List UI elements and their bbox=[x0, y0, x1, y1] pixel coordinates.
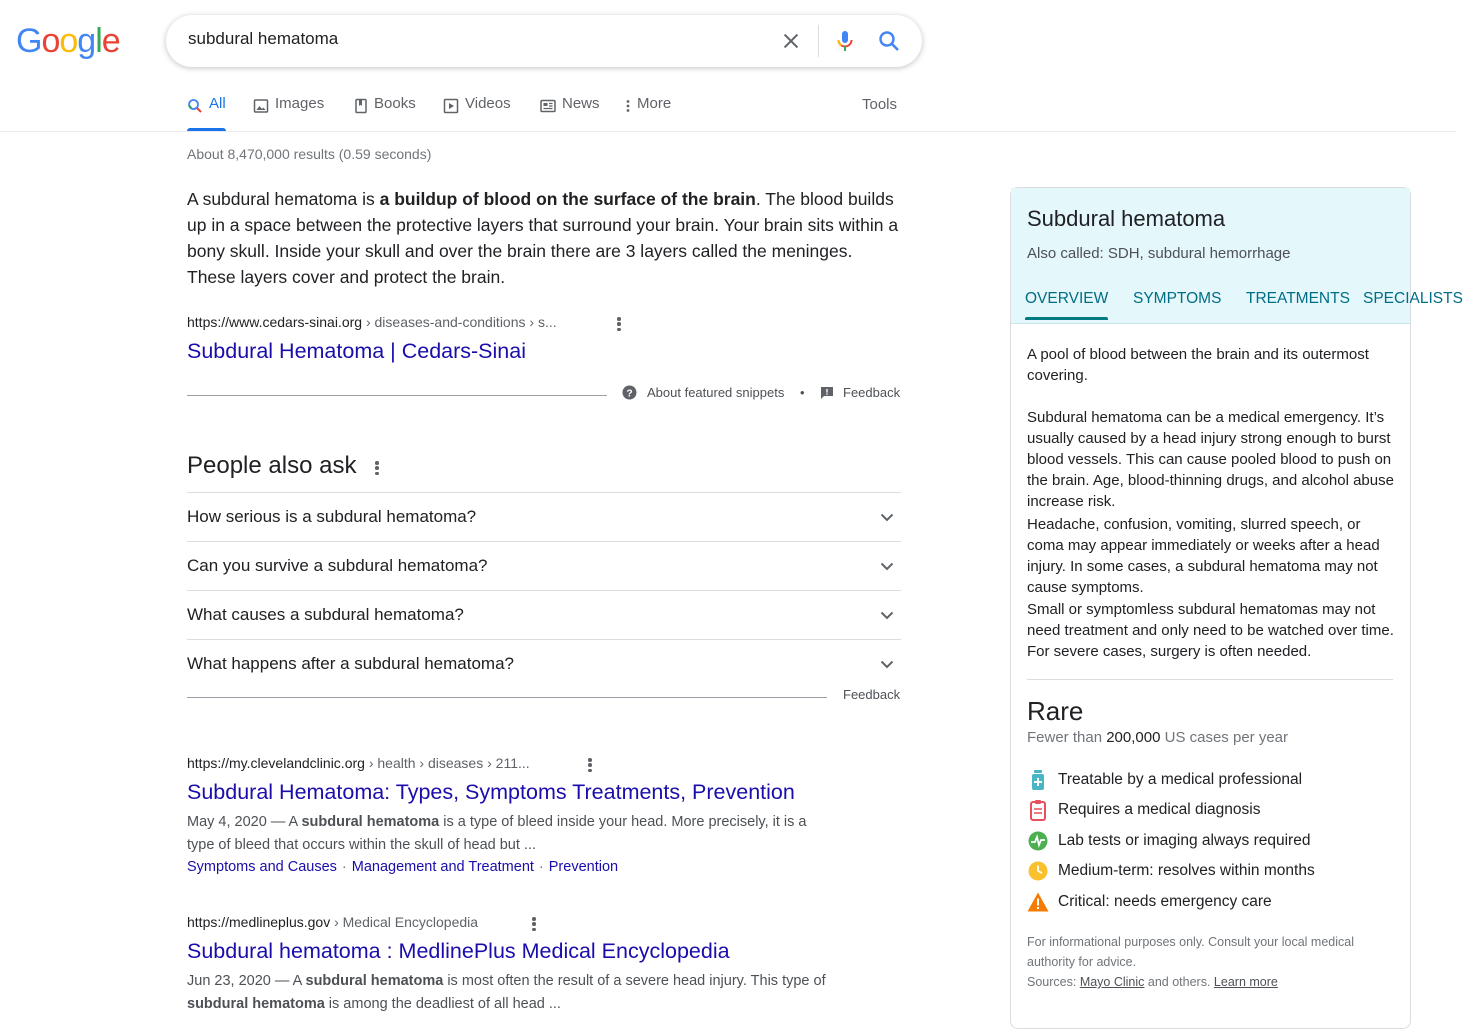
about-label: About featured snippets bbox=[647, 385, 785, 400]
kp-feature bbox=[1027, 829, 1310, 853]
kp-feature bbox=[1027, 859, 1315, 883]
result-snippet bbox=[187, 970, 842, 1016]
pulse-icon bbox=[1027, 830, 1049, 852]
logo-letter: G bbox=[16, 22, 42, 60]
more-options-icon[interactable] bbox=[613, 315, 625, 333]
also-called: Also called: SDH, subdural hemorrhage bbox=[1027, 245, 1291, 262]
more-vertical-icon bbox=[625, 98, 631, 114]
tab-label: All bbox=[209, 95, 226, 112]
paa-question[interactable] bbox=[187, 492, 901, 541]
snippet-highlight: subdural hematoma bbox=[301, 814, 440, 830]
paa-feedback-link[interactable]: Feedback bbox=[843, 687, 901, 702]
snippet-text: is among the deadliest of all head ... bbox=[324, 996, 561, 1012]
search-input[interactable] bbox=[188, 29, 748, 49]
tab-label: Books bbox=[374, 95, 416, 112]
case-count-prefix: Fewer than bbox=[1027, 729, 1107, 746]
snippet-highlight: subdural hematoma bbox=[187, 996, 325, 1012]
warning-icon bbox=[1027, 891, 1049, 913]
case-count bbox=[1027, 729, 1288, 746]
more-options-icon[interactable] bbox=[371, 459, 383, 477]
featured-result-title[interactable]: Subdural Hematoma | Cedars-Sinai bbox=[187, 339, 526, 363]
tab-all[interactable] bbox=[187, 95, 226, 131]
kp-divider bbox=[1027, 679, 1393, 680]
sitelink-separator: · bbox=[341, 859, 347, 875]
feature-label: Treatable by a medical professional bbox=[1058, 771, 1303, 788]
knowledge-panel-title: Subdural hematoma bbox=[1027, 206, 1226, 231]
header-divider bbox=[0, 131, 1456, 132]
case-count-suffix: US cases per year bbox=[1160, 729, 1289, 746]
svg-text:?: ? bbox=[626, 388, 633, 400]
cite-domain: https://www.cedars-sinai.org bbox=[187, 314, 363, 330]
more-options-icon[interactable] bbox=[528, 915, 540, 933]
chevron-down-icon bbox=[879, 509, 895, 530]
snippet-text: . The blood builds up in a space between the protective layers that surround your brain. Your brain sits within a bony skull. Inside your skull and over the brain there are 3 layers called the meninges. These layers cover and protect the brain. bbox=[187, 189, 899, 287]
kp-symptoms-text: Headache, confusion, vomiting, slurred speech, or coma may appear immediately or weeks after a head injury. In some cases, a subdural hematoma may not cause symptoms. bbox=[1027, 516, 1380, 596]
knowledge-panel bbox=[1010, 187, 1463, 1029]
paa-question[interactable] bbox=[187, 590, 901, 639]
case-count-number: 200,000 bbox=[1106, 729, 1161, 746]
logo-letter: l bbox=[95, 22, 102, 60]
kp-description: Subdural hematoma can be a medical emergency. It’s usually caused by a head injury strong enough to burst blood vessels. This can cause pooled blood to push on the brain. Age, blood-thinning drugs, and alcohol abuse increase risk. bbox=[1027, 409, 1394, 510]
result-stats: About 8,470,000 results (0.59 seconds) bbox=[187, 146, 432, 162]
rarity-label: Rare bbox=[1027, 696, 1084, 726]
result-snippet bbox=[187, 811, 837, 857]
kp-feature bbox=[1027, 768, 1302, 792]
snippet-highlight: subdural hematoma bbox=[305, 973, 444, 989]
kp-tab-treatments[interactable]: TREATMENTS bbox=[1246, 290, 1350, 307]
chevron-down-icon bbox=[879, 558, 895, 579]
kp-feature bbox=[1027, 890, 1272, 914]
snippet-text: is most often the result of a severe head injury. This type of bbox=[443, 973, 826, 989]
feature-label: Lab tests or imaging always required bbox=[1058, 832, 1311, 849]
cite-path: › health › diseases › 211... bbox=[364, 755, 530, 771]
tab-images[interactable] bbox=[253, 95, 324, 131]
snippet-highlight: a buildup of blood on the surface of the brain bbox=[379, 189, 756, 209]
paa-question[interactable] bbox=[187, 639, 901, 688]
search-divider bbox=[818, 25, 819, 57]
cite-domain: https://my.clevelandclinic.org bbox=[187, 755, 365, 771]
tab-videos[interactable] bbox=[443, 95, 511, 131]
question-text: What causes a subdural hematoma? bbox=[187, 605, 464, 624]
logo-letter: o bbox=[59, 22, 78, 60]
question-text: Can you survive a subdural hematoma? bbox=[187, 556, 488, 575]
search-box bbox=[166, 15, 922, 67]
sources-text: and others. bbox=[1144, 975, 1214, 989]
chevron-down-icon bbox=[879, 656, 895, 677]
sitelink-separator: · bbox=[538, 859, 544, 875]
tab-label: Images bbox=[275, 95, 325, 112]
medicine-bottle-icon bbox=[1027, 769, 1049, 791]
play-icon bbox=[443, 98, 459, 114]
kp-feature bbox=[1027, 798, 1260, 822]
snippet-divider bbox=[187, 395, 607, 396]
cite-path: › Medical Encyclopedia bbox=[330, 914, 479, 930]
feature-label: Requires a medical diagnosis bbox=[1058, 801, 1261, 818]
news-icon bbox=[540, 98, 556, 114]
tab-more[interactable] bbox=[625, 95, 671, 131]
question-text: How serious is a subdural hematoma? bbox=[187, 507, 477, 526]
featured-snippet-text bbox=[187, 186, 901, 290]
question-text: What happens after a subdural hematoma? bbox=[187, 654, 514, 673]
search-icon bbox=[187, 98, 203, 114]
sitelink[interactable]: Prevention bbox=[548, 859, 619, 875]
more-options-icon[interactable] bbox=[584, 756, 596, 774]
result-title[interactable]: Subdural hematoma : MedlinePlus Medical Encyclopedia bbox=[187, 939, 730, 963]
clipboard-icon bbox=[1027, 799, 1049, 821]
result-cite[interactable] bbox=[187, 755, 530, 771]
learn-more-link[interactable]: Learn more bbox=[1213, 975, 1278, 989]
snippet-text: A subdural hematoma is bbox=[187, 189, 380, 209]
about-featured-snippets-link[interactable] bbox=[622, 385, 784, 400]
result-title[interactable]: Subdural Hematoma: Types, Symptoms Treatments, Prevention bbox=[187, 780, 795, 804]
kp-tab-overview[interactable]: OVERVIEW bbox=[1025, 290, 1109, 307]
source-link[interactable]: Mayo Clinic bbox=[1079, 975, 1145, 989]
kp-tab-symptoms[interactable]: SYMPTOMS bbox=[1133, 290, 1222, 307]
tab-label: More bbox=[637, 95, 672, 112]
tab-news[interactable] bbox=[540, 95, 600, 131]
kp-tab-specialists[interactable]: SPECIALISTS bbox=[1363, 290, 1463, 307]
disclaimer-text: For informational purposes only. Consult your local medical authority for advice. bbox=[1027, 935, 1355, 969]
sources-prefix: Sources: bbox=[1027, 975, 1080, 989]
cite-path: › diseases-and-conditions › s... bbox=[362, 314, 557, 330]
logo-letter: o bbox=[41, 22, 60, 60]
dot-separator: • bbox=[800, 385, 805, 400]
snippet-text: is a type of bleed inside your head. More precisely, it is a type of bleed that occurs within the skull of head but ... bbox=[187, 814, 807, 853]
feedback-icon bbox=[820, 386, 834, 400]
snippet-date: Jun 23, 2020 — A bbox=[187, 973, 306, 989]
feature-label: Medium-term: resolves within months bbox=[1058, 862, 1315, 879]
result-cite[interactable] bbox=[187, 914, 478, 930]
tab-label: News bbox=[562, 95, 600, 112]
sources-line bbox=[1027, 972, 1397, 992]
book-icon bbox=[354, 98, 368, 114]
help-icon bbox=[622, 385, 637, 400]
logo-letter: e bbox=[101, 22, 120, 60]
google-logo[interactable] bbox=[16, 22, 120, 61]
feedback-label: Feedback bbox=[843, 385, 901, 400]
sitelink[interactable]: Management and Treatment bbox=[351, 859, 534, 875]
people-also-ask-title: People also ask bbox=[187, 452, 357, 479]
feature-label: Critical: needs emergency care bbox=[1058, 893, 1272, 910]
search-icon[interactable] bbox=[876, 28, 902, 54]
chevron-down-icon bbox=[879, 607, 895, 628]
microphone-icon[interactable] bbox=[832, 28, 858, 54]
close-icon[interactable] bbox=[778, 28, 804, 54]
sitelink[interactable]: Symptoms and Causes bbox=[187, 859, 337, 875]
tools-button[interactable]: Tools bbox=[862, 96, 898, 113]
logo-letter: g bbox=[77, 22, 96, 60]
sitelinks bbox=[187, 859, 618, 875]
featured-cite[interactable] bbox=[187, 314, 557, 330]
kp-disclaimer bbox=[1027, 932, 1397, 992]
tab-label: Videos bbox=[465, 95, 511, 112]
cite-domain: https://medlineplus.gov bbox=[187, 914, 331, 930]
snippet-date: May 4, 2020 — A bbox=[187, 814, 302, 830]
paa-divider bbox=[187, 697, 827, 698]
kp-summary: A pool of blood between the brain and its outermost covering. bbox=[1027, 346, 1369, 384]
knowledge-panel-header bbox=[1011, 188, 1463, 324]
image-icon bbox=[253, 98, 269, 114]
clock-icon bbox=[1027, 860, 1049, 882]
feedback-link[interactable] bbox=[820, 385, 900, 400]
paa-question[interactable] bbox=[187, 541, 901, 590]
kp-treatment-text: Small or symptomless subdural hematomas may not need treatment and only need to be watched over time. For severe cases, surgery is often needed. bbox=[1027, 601, 1394, 660]
tab-books[interactable] bbox=[354, 95, 416, 131]
